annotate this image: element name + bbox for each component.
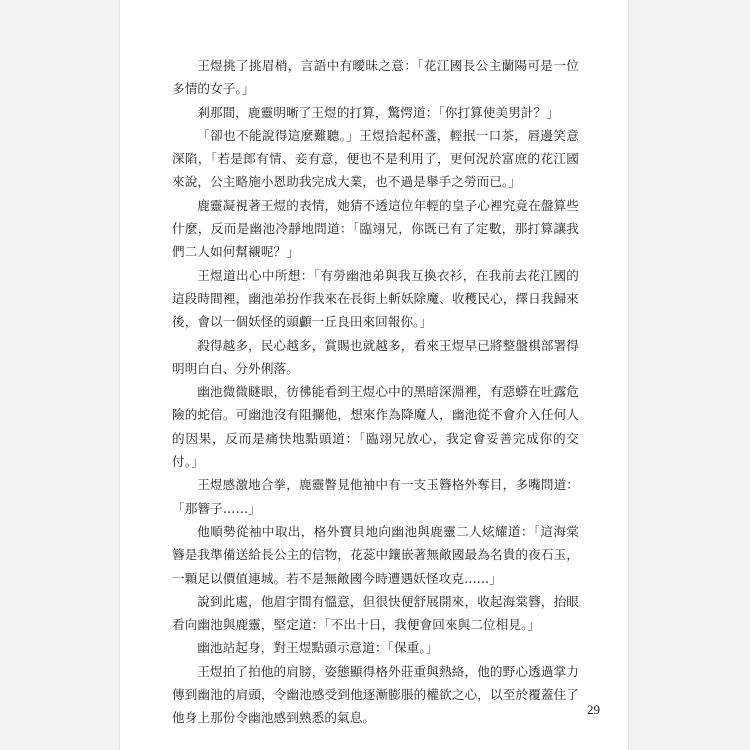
body-text — [172, 54, 579, 730]
paragraph: 王煜道出心中所想：「有勞幽池弟與我互換衣衫，在我前去花江國的這段時間裡，幽池弟扮作我來在長街上斬妖除魔、收穫民心，擇日我歸來後，會以一個妖怪的頭顱一丘良田來回報你。」 — [172, 267, 579, 330]
paragraph: 王煜感激地合拳，鹿靈瞥見他袖中有一支玉簪格外奪目，多嘴問道：「那簪子……」 — [172, 477, 579, 516]
paragraph: 說到此處，他眉宇間有慍意，但很快便舒展開來，收起海棠簪，抬眼看向幽池與鹿靈，堅定道：「不出十日，我便會回來與二位相見。」 — [172, 593, 579, 633]
paragraph: 剎那間，鹿靈明晰了王煜的打算，驚愕道：「你打算使美男計？」 — [197, 104, 560, 120]
paragraph: 他順勢從袖中取出，格外寶貝地向幽池與鹿靈二人炫耀道：「這海棠簪是我準備送給長公主的信物，花蕊中鑲嵌著無敵國最為名貴的夜石玉，一顆足以價值連城。若不是無敵國今時遭遇妖怪攻克……」 — [172, 523, 579, 586]
paragraph: 殺得越多，民心越多，賞賜也就越多，看來王煜早已將整盤棋部署得明明白白、分外俐落。 — [172, 337, 579, 376]
paragraph: 王煜拍了拍他的肩膀，姿態顯得格外莊重與熱絡，他的野心透過掌力傳到幽池的肩頭，令幽池感受到他逐漸膨脹的權欲之心，以至於覆蓋住了他身上那份令幽池感到熟悉的氣息。 — [172, 663, 579, 726]
paragraph: 鹿靈凝視著王煜的表情，她猜不透這位年輕的皇子心裡究竟在盤算些什麼，反而是幽池冷靜地問道：「臨翊兄，你既已有了定數，那打算讓我們二人如何幫襯呢？」 — [172, 197, 579, 260]
paragraph: 王煜挑了挑眉梢，言語中有曖昧之意：「花江國長公主蘭陽可是一位多情的女子。」 — [172, 58, 579, 97]
page-number: 29 — [587, 702, 600, 717]
paragraph: 「卻也不能說得這麼難聽。」王煜拾起杯盞，輕抿一口茶，唇邊笑意深陷，「若是郎有情、妾有意，便也不是利用了，更何況於富庶的花江國來說，公主略施小恩助我完成大業，也不過是舉手之勞而已。」 — [172, 127, 579, 190]
paragraph: 幽池微微瞇眼，彷彿能看到王煜心中的黑暗深淵裡，有惡蟒在吐露危險的蛇信。可幽池沒有阻攔他，想來作為降魔人，幽池從不會介入任何人的因果，反而是痛快地點頭道：「臨翊兄放心，我定會妥善完成你的交付。」 — [172, 384, 579, 470]
book-page — [120, 0, 628, 750]
paragraph: 幽池站起身，對王煜點頭示意道：「保重。」 — [197, 640, 439, 656]
